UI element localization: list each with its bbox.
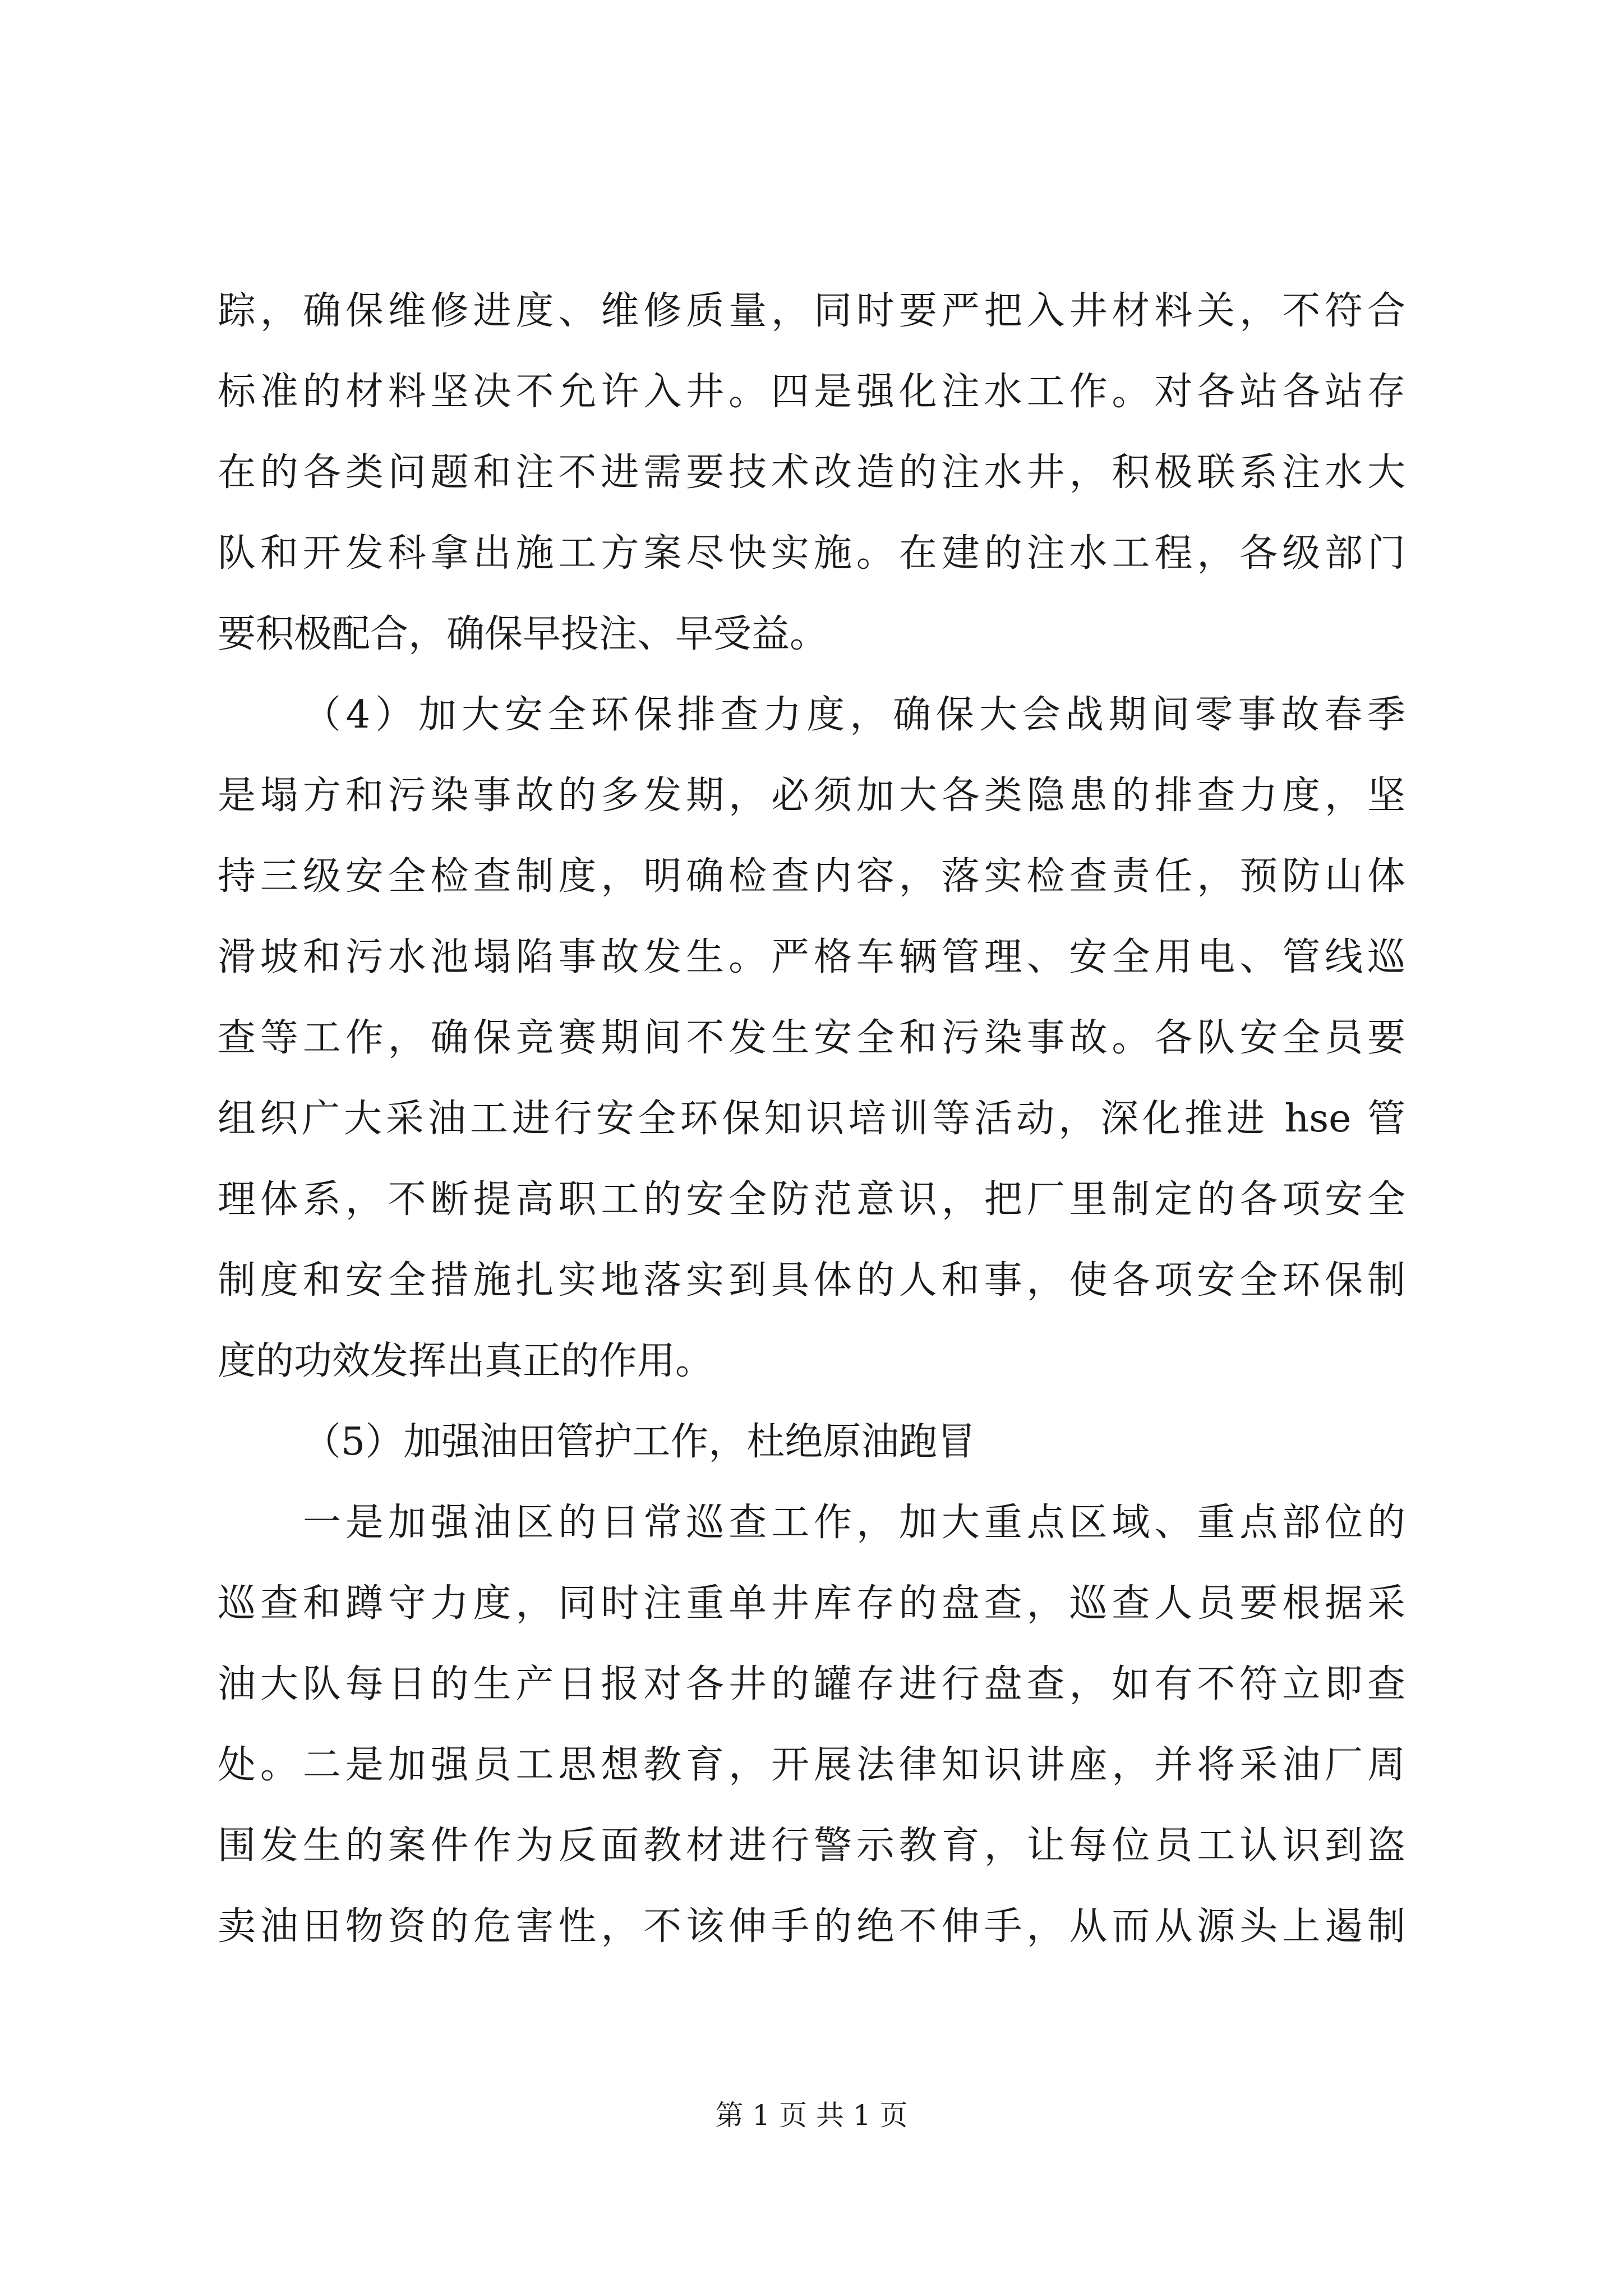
text-line: 处。二是加强员工思想教育，开展法律知识讲座，并将采油厂周: [218, 1743, 1405, 1787]
text-line: 踪，确保维修进度、维修质量，同时要严把入井材料关，不符合: [218, 289, 1405, 333]
text-line: 油大队每日的生产日报对各井的罐存进行盘查，如有不符立即查: [218, 1662, 1405, 1706]
text-line: 滑坡和污水池塌陷事故发生。严格车辆管理、安全用电、管线巡: [218, 935, 1405, 979]
text-line: 巡查和蹲守力度，同时注重单井库存的盘查，巡查人员要根据采: [218, 1581, 1405, 1626]
text-line: 理体系，不断提高职工的安全防范意识，把厂里制定的各项安全: [218, 1177, 1405, 1222]
text-line: 度的功效发挥出真正的作用。: [218, 1339, 714, 1383]
text-line: 制度和安全措施扎实地落实到具体的人和事，使各项安全环保制: [218, 1258, 1405, 1303]
text-line: 组织广大采油工进行安全环保知识培训等活动，深化推进 hse 管: [218, 1097, 1405, 1141]
text-line: 在的各类问题和注不进需要技术改造的注水井，积极联系注水大: [218, 450, 1405, 495]
document-body: [218, 271, 1405, 1967]
text-line: 是塌方和污染事故的多发期，必须加大各类隐患的排查力度，坚: [218, 774, 1405, 818]
page-footer: 第 1 页 共 1 页: [715, 2099, 908, 2132]
text-line: 查等工作，确保竞赛期间不发生安全和污染事故。各队安全员要: [218, 1016, 1405, 1060]
text-line: 卖油田物资的危害性，不该伸手的绝不伸手，从而从源头上遏制: [218, 1904, 1405, 1949]
text-line: 围发生的案件作为反面教材进行警示教育，让每位员工认识到盗: [218, 1824, 1405, 1868]
text-line: 队和开发科拿出施工方案尽快实施。在建的注水工程，各级部门: [218, 531, 1405, 576]
text-line: 持三级安全检查制度，明确检查内容，落实检查责任，预防山体: [218, 854, 1405, 899]
text-line: （4）加大安全环保排查力度，确保大会战期间零事故春季: [303, 693, 1405, 737]
text-line: 一是加强油区的日常巡查工作，加大重点区域、重点部位的: [303, 1501, 1405, 1545]
text-line: 要积极配合，确保早投注、早受益。: [218, 612, 828, 656]
text-line: （5）加强油田管护工作，杜绝原油跑冒: [303, 1420, 976, 1464]
text-line: 标准的材料坚决不允许入井。四是强化注水工作。对各站各站存: [218, 370, 1405, 414]
